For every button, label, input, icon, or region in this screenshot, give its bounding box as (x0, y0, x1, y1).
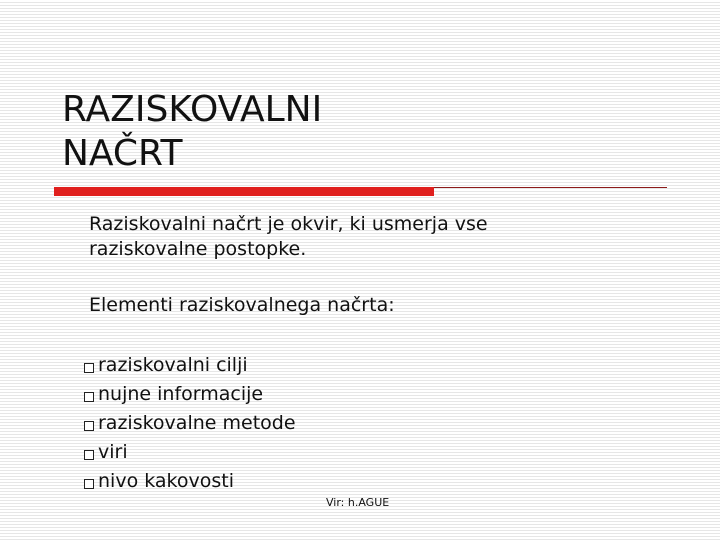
slide-title-line-1: RAZISKOVALNI (62, 89, 323, 130)
slide-title (62, 88, 662, 176)
list-item-label: raziskovalne metode (98, 411, 296, 434)
list-item (84, 350, 296, 379)
elements-list (84, 350, 296, 495)
square-bullet-icon (84, 363, 94, 373)
square-bullet-icon (84, 450, 94, 460)
list-item (84, 437, 296, 466)
list-item-label: nujne informacije (98, 382, 264, 405)
intro-line-1: Raziskovalni načrt je okvir, ki usmerja vse (89, 213, 488, 235)
list-item-label: raziskovalni cilji (98, 353, 248, 376)
intro-paragraph (89, 212, 649, 262)
square-bullet-icon (84, 479, 94, 489)
list-item-label: viri (98, 440, 128, 463)
intro-line-2: raziskovalne postopke. (89, 238, 307, 260)
list-item (84, 466, 296, 495)
title-accent-bar (54, 187, 434, 196)
slide-title-line-2: NAČRT (62, 133, 183, 174)
square-bullet-icon (84, 421, 94, 431)
elements-heading: Elementi raziskovalnega načrta: (89, 294, 395, 316)
list-item (84, 408, 296, 437)
list-item (84, 379, 296, 408)
source-note: Vir: h.AGUE (326, 496, 390, 509)
square-bullet-icon (84, 392, 94, 402)
title-divider-line (434, 187, 667, 188)
list-item-label: nivo kakovosti (98, 469, 234, 492)
